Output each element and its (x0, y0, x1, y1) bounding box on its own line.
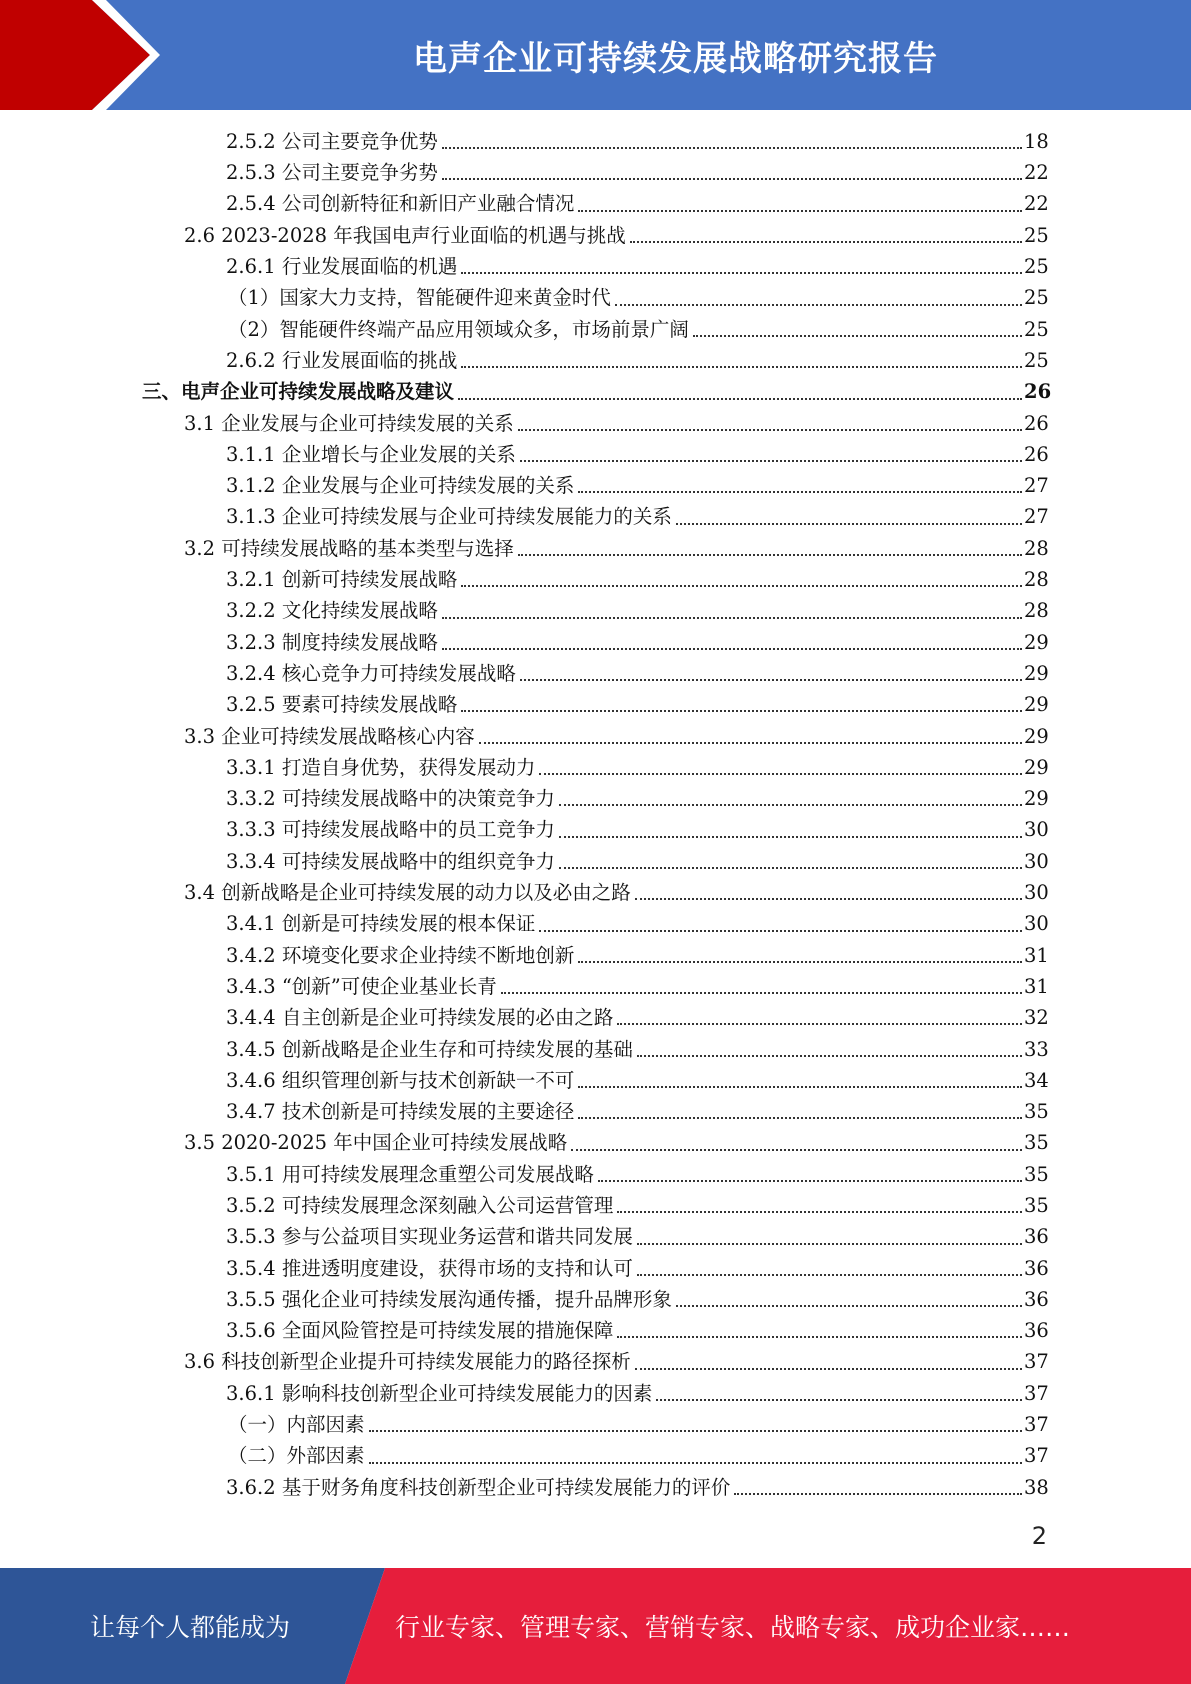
toc-entry[interactable] (0, 1472, 1191, 1503)
toc-entry-page: 27 (1024, 474, 1049, 498)
toc-dot-leader (442, 177, 1022, 180)
toc-entry[interactable] (0, 157, 1191, 188)
toc-entry[interactable] (0, 1221, 1191, 1252)
toc-entry[interactable] (0, 189, 1191, 220)
toc-entry-page: 22 (1024, 192, 1049, 216)
toc-entry-title: 3.4.3 “创新”可使企业基业长青 (226, 974, 497, 998)
toc-entry[interactable] (0, 1159, 1191, 1190)
toc-entry[interactable] (0, 721, 1191, 752)
document-title: 电声企业可持续发展战略研究报告 (413, 38, 938, 79)
toc-entry-title: （一）内部因素 (228, 1413, 365, 1437)
toc-dot-leader (369, 1429, 1022, 1432)
toc-entry-page: 35 (1024, 1131, 1049, 1155)
toc-dot-leader (615, 303, 1022, 306)
toc-entry[interactable] (0, 376, 1191, 407)
toc-dot-leader (578, 1085, 1022, 1088)
toc-entry-page: 37 (1024, 1350, 1049, 1374)
toc-entry-title: 3.5.6 全面风险管控是可持续发展的措施保障 (226, 1319, 614, 1343)
toc-entry-title: 2.6 2023-2028 年我国电声行业面临的机遇与挑战 (184, 223, 626, 247)
toc-entry-title: 3.3.3 可持续发展战略中的员工竞争力 (226, 818, 555, 842)
toc-dot-leader (442, 146, 1022, 149)
toc-entry[interactable] (0, 1440, 1191, 1471)
toc-entry[interactable] (0, 251, 1191, 282)
toc-dot-leader (693, 334, 1022, 337)
toc-entry-title: 3.4.5 创新战略是企业生存和可持续发展的基础 (226, 1037, 633, 1061)
toc-entry[interactable] (0, 1409, 1191, 1440)
toc-dot-leader (676, 522, 1022, 525)
toc-dot-leader (637, 1242, 1022, 1245)
toc-entry-title: 3.1.1 企业增长与企业发展的关系 (226, 442, 516, 466)
toc-entry-title: 2.5.4 公司创新特征和新旧产业融合情况 (226, 192, 575, 216)
toc-entry-title: 3.1.2 企业发展与企业可持续发展的关系 (226, 474, 575, 498)
toc-entry-title: （2）智能硬件终端产品应用领域众多，市场前景广阔 (228, 317, 689, 341)
toc-dot-leader (461, 709, 1022, 712)
toc-dot-leader (479, 741, 1022, 744)
toc-entry-title: 3.5 2020-2025 年中国企业可持续发展战略 (184, 1131, 568, 1155)
toc-entry-page: 31 (1024, 943, 1049, 967)
toc-entry[interactable] (0, 1034, 1191, 1065)
toc-entry-title: 3.5.5 强化企业可持续发展沟通传播，提升品牌形象 (226, 1287, 672, 1311)
header-banner (0, 0, 1191, 110)
toc-entry-page: 28 (1024, 599, 1049, 623)
toc-dot-leader (617, 1210, 1022, 1213)
toc-entry[interactable] (0, 908, 1191, 939)
toc-entry-page: 26 (1024, 442, 1049, 466)
toc-dot-leader (617, 1022, 1022, 1025)
toc-dot-leader (539, 772, 1022, 775)
toc-entry-title: 3.4.4 自主创新是企业可持续发展的必由之路 (226, 1006, 614, 1030)
toc-dot-leader (461, 584, 1022, 587)
toc-dot-leader (458, 397, 1022, 400)
toc-dot-leader (598, 1179, 1022, 1182)
toc-entry[interactable] (0, 940, 1191, 971)
toc-entry-page: 32 (1024, 1006, 1049, 1030)
toc-entry-page: 29 (1024, 755, 1049, 779)
toc-dot-leader (734, 1492, 1022, 1495)
toc-dot-leader (676, 1304, 1022, 1307)
toc-entry-title: （1）国家大力支持，智能硬件迎来黄金时代 (228, 286, 611, 310)
toc-entry-page: 26 (1024, 380, 1052, 404)
toc-dot-leader (578, 209, 1022, 212)
toc-entry[interactable] (0, 1284, 1191, 1315)
toc-entry-title: （二）外部因素 (228, 1444, 365, 1468)
toc-entry-page: 25 (1024, 223, 1049, 247)
toc-entry-page: 31 (1024, 974, 1049, 998)
toc-entry[interactable] (0, 126, 1191, 157)
toc-dot-leader (578, 1116, 1022, 1119)
toc-entry[interactable] (0, 1378, 1191, 1409)
footer-slogan-left: 让每个人都能成为 (89, 1613, 290, 1642)
toc-entry-page: 29 (1024, 787, 1049, 811)
toc-entry-page: 22 (1024, 161, 1049, 185)
toc-entry-page: 28 (1024, 568, 1049, 592)
toc-dot-leader (442, 647, 1022, 650)
toc-entry-page: 37 (1024, 1444, 1049, 1468)
toc-entry[interactable] (0, 783, 1191, 814)
toc-entry[interactable] (0, 345, 1191, 376)
toc-entry-page: 29 (1024, 724, 1049, 748)
toc-entry-page: 37 (1024, 1381, 1049, 1405)
toc-dot-leader (656, 1398, 1022, 1401)
toc-dot-leader (520, 678, 1022, 681)
toc-entry[interactable] (0, 282, 1191, 313)
toc-entry-title: 3.3 企业可持续发展战略核心内容 (184, 724, 475, 748)
toc-entry-page: 27 (1024, 505, 1049, 529)
toc-entry-page: 18 (1024, 129, 1049, 153)
toc-entry[interactable] (0, 877, 1191, 908)
toc-entry[interactable] (0, 1065, 1191, 1096)
toc-entry[interactable] (0, 220, 1191, 251)
toc-entry-page: 25 (1024, 255, 1049, 279)
toc-entry-title: 3.2.4 核心竞争力可持续发展战略 (226, 661, 516, 685)
toc-entry-title: 3.5.1 用可持续发展理念重塑公司发展战略 (226, 1162, 594, 1186)
toc-entry-page: 38 (1024, 1475, 1049, 1499)
toc-entry-title: 3.2.1 创新可持续发展战略 (226, 568, 458, 592)
toc-entry-page: 35 (1024, 1100, 1049, 1124)
toc-entry-page: 29 (1024, 693, 1049, 717)
toc-dot-leader (539, 929, 1022, 932)
toc-entry-title: 三、电声企业可持续发展战略及建议 (142, 380, 455, 404)
toc-entry-title: 3.6 科技创新型企业提升可持续发展能力的路径探析 (184, 1350, 631, 1374)
toc-dot-leader (442, 616, 1022, 619)
toc-entry-title: 3.2.2 文化持续发展战略 (226, 599, 438, 623)
toc-entry-page: 30 (1024, 849, 1049, 873)
toc-entry-title: 2.5.2 公司主要竞争优势 (226, 129, 438, 153)
toc-entry-page: 36 (1024, 1319, 1049, 1343)
toc-dot-leader (518, 428, 1022, 431)
toc-dot-leader (501, 991, 1022, 994)
toc-entry-page: 34 (1024, 1068, 1049, 1092)
toc-entry[interactable] (0, 502, 1191, 533)
toc-entry-title: 3.4.6 组织管理创新与技术创新缺一不可 (226, 1068, 575, 1092)
toc-entry-page: 35 (1024, 1162, 1049, 1186)
toc-entry-title: 3.3.4 可持续发展战略中的组织竞争力 (226, 849, 555, 873)
toc-entry-title: 3.6.1 影响科技创新型企业可持续发展能力的因素 (226, 1381, 653, 1405)
toc-entry[interactable] (0, 1002, 1191, 1033)
toc-dot-leader (571, 1148, 1022, 1151)
toc-entry-title: 3.3.1 打造自身优势，获得发展动力 (226, 755, 536, 779)
toc-entry[interactable] (0, 1347, 1191, 1378)
toc-dot-leader (520, 459, 1022, 462)
toc-entry-page: 37 (1024, 1413, 1049, 1437)
toc-entry-page: 25 (1024, 348, 1049, 372)
toc-entry[interactable] (0, 752, 1191, 783)
toc-entry[interactable] (0, 971, 1191, 1002)
footer-slogan-right: 行业专家、管理专家、营销专家、战略专家、成功企业家…… (395, 1613, 1071, 1642)
header-arrow-decoration (0, 0, 160, 110)
toc-entry-page: 36 (1024, 1256, 1049, 1280)
toc-entry-title: 3.3.2 可持续发展战略中的决策竞争力 (226, 787, 555, 811)
toc-entry-title: 3.6.2 基于财务角度科技创新型企业可持续发展能力的评价 (226, 1475, 731, 1499)
toc-entry[interactable] (0, 1096, 1191, 1127)
toc-entry-title: 3.5.3 参与公益项目实现业务运营和谐共同发展 (226, 1225, 633, 1249)
toc-entry[interactable] (0, 408, 1191, 439)
toc-entry[interactable] (0, 1253, 1191, 1284)
toc-entry-title: 3.2.3 制度持续发展战略 (226, 630, 438, 654)
toc-entry-page: 36 (1024, 1287, 1049, 1311)
toc-entry[interactable] (0, 627, 1191, 658)
toc-entry-page: 30 (1024, 881, 1049, 905)
toc-dot-leader (637, 1054, 1022, 1057)
toc-entry-page: 25 (1024, 286, 1049, 310)
toc-entry-title: 3.2.5 要素可持续发展战略 (226, 693, 458, 717)
toc-entry[interactable] (0, 815, 1191, 846)
toc-entry-page: 36 (1024, 1225, 1049, 1249)
toc-entry-page: 26 (1024, 411, 1049, 435)
toc-dot-leader (578, 960, 1022, 963)
toc-entry-title: 3.2 可持续发展战略的基本类型与选择 (184, 536, 514, 560)
toc-dot-leader (617, 1335, 1022, 1338)
page-number: 2 (1031, 1522, 1047, 1550)
toc-entry[interactable] (0, 470, 1191, 501)
toc-entry-title: 3.5.4 推进透明度建设，获得市场的支持和认可 (226, 1256, 633, 1280)
toc-entry-title: 3.4 创新战略是企业可持续发展的动力以及必由之路 (184, 881, 631, 905)
toc-entry-title: 2.6.2 行业发展面临的挑战 (226, 348, 458, 372)
toc-entry-title: 3.5.2 可持续发展理念深刻融入公司运营管理 (226, 1193, 614, 1217)
toc-dot-leader (635, 897, 1022, 900)
toc-entry-page: 28 (1024, 536, 1049, 560)
toc-dot-leader (518, 553, 1022, 556)
toc-dot-leader (637, 1273, 1022, 1276)
toc-entry-page: 35 (1024, 1193, 1049, 1217)
toc-dot-leader (559, 866, 1022, 869)
toc-entry-title: 3.1 企业发展与企业可持续发展的关系 (184, 411, 514, 435)
toc-dot-leader (461, 365, 1022, 368)
toc-entry[interactable] (0, 533, 1191, 564)
toc-entry-page: 29 (1024, 661, 1049, 685)
toc-dot-leader (630, 240, 1022, 243)
footer-banner (0, 1568, 1191, 1684)
toc-entry-title: 2.6.1 行业发展面临的机遇 (226, 255, 458, 279)
toc-entry[interactable] (0, 658, 1191, 689)
toc-entry-page: 30 (1024, 818, 1049, 842)
toc-entry-page: 30 (1024, 912, 1049, 936)
toc-entry[interactable] (0, 846, 1191, 877)
toc-dot-leader (559, 835, 1022, 838)
toc-dot-leader (461, 271, 1022, 274)
toc-entry-title: 3.1.3 企业可持续发展与企业可持续发展能力的关系 (226, 505, 672, 529)
toc-entry[interactable] (0, 314, 1191, 345)
toc-entry-title: 2.5.3 公司主要竞争劣势 (226, 161, 438, 185)
toc-entry[interactable] (0, 1190, 1191, 1221)
toc-dot-leader (635, 1367, 1022, 1370)
toc-entry-title: 3.4.7 技术创新是可持续发展的主要途径 (226, 1100, 575, 1124)
toc-entry[interactable] (0, 564, 1191, 595)
toc-entry-page: 25 (1024, 317, 1049, 341)
toc-dot-leader (559, 803, 1022, 806)
table-of-contents (0, 126, 1191, 1503)
toc-entry-page: 29 (1024, 630, 1049, 654)
toc-entry[interactable] (0, 689, 1191, 720)
toc-entry-page: 33 (1024, 1037, 1049, 1061)
toc-entry-title: 3.4.2 环境变化要求企业持续不断地创新 (226, 943, 575, 967)
toc-entry[interactable] (0, 595, 1191, 626)
toc-dot-leader (369, 1461, 1022, 1464)
toc-entry-title: 3.4.1 创新是可持续发展的根本保证 (226, 912, 536, 936)
toc-dot-leader (578, 490, 1022, 493)
toc-entry[interactable] (0, 439, 1191, 470)
toc-entry[interactable] (0, 1315, 1191, 1346)
toc-entry[interactable] (0, 1128, 1191, 1159)
